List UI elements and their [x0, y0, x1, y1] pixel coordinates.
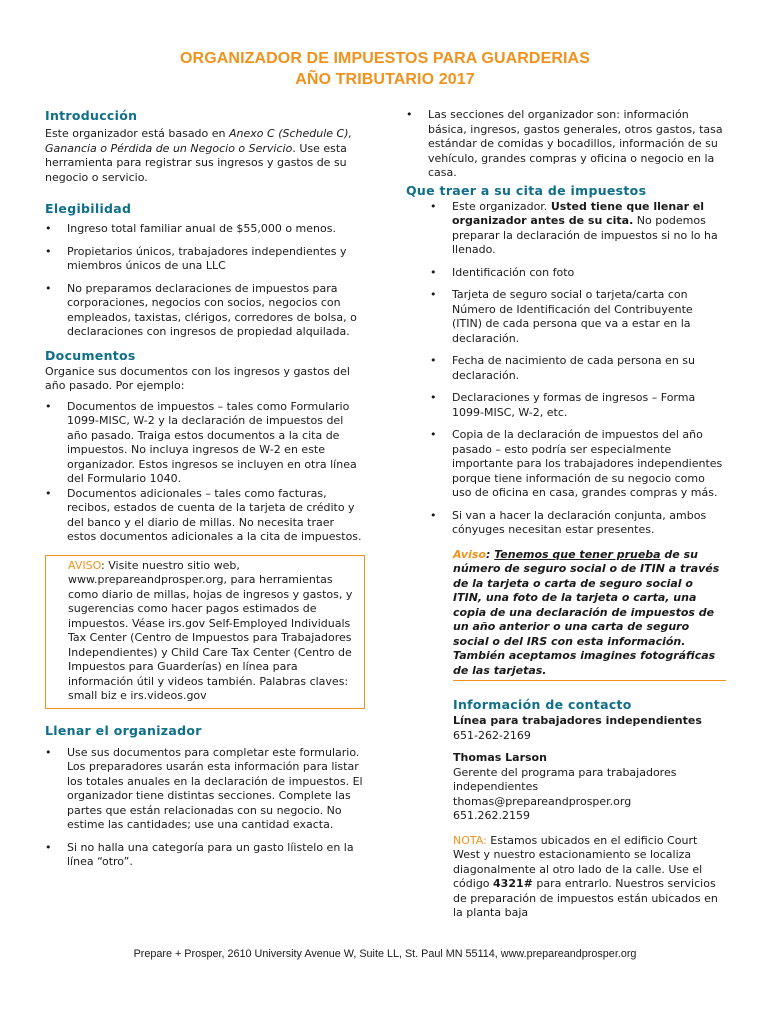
intro-text: [45, 127, 365, 185]
aviso-bold: También aceptamos imagines fotográficas de las tarjetas.: [453, 649, 716, 677]
aviso-label: AVISO: [68, 558, 102, 572]
list-item: • Si no halla una categoría para un gasto líistelo en la línea “otro”.: [45, 841, 365, 870]
page-title: ORGANIZADOR DE IMPUESTOS PARA GUARDERIAS: [180, 50, 590, 67]
eligibility-heading: Elegibilidad: [45, 201, 132, 216]
aviso-underline: Tenemos que tener prueba: [494, 547, 661, 561]
nota-text-b: para entrarlo. Nuestros servicios de preparación de impuestos están ubicados en la planta baja: [453, 877, 718, 919]
fill-heading: Llenar el organizador: [45, 722, 202, 738]
list-item: • No preparamos declaraciones de impuestos para corporaciones, negocios con socios, negocios con empleados, taxistas, clérigos, corredores de bolsa, o declaraciones con ingresos de propiedad alquilada.: [45, 282, 365, 340]
bring-heading: Que traer a su cita de impuestos: [406, 182, 647, 198]
list-item: • Use sus documentos para completar este formulario. Los preparadores usarán esta información para listar los totales anuales en la declaración de impuestos. El organizador tiene distintas secciones. Complete las partes que están relacionadas con su negocio. No estime las cantidades; use una cantidad exacta.: [45, 746, 365, 833]
contact-line-label: Línea para trabajadores independientes: [453, 714, 702, 727]
nota-code: 4321#: [493, 877, 533, 890]
aviso-text: : Visite nuestro sitio web, www.prepareandprosper.org, para herramientas como diario de millas, hojas de ingresos y gastos, y sugerencias como hacer pagos estimados de impuestos. Véase irs.gov Self-Employed Individuals Tax Center (Centro de Impuestos para Trabajadores Independientes) y Child Care Tax Center (Centro de Impuestos para Guarderías) en línea para información útil y videos también. Palabras claves: small biz e irs.videos.gov: [68, 558, 353, 702]
aviso-colon: :: [485, 547, 495, 561]
nota-label: NOTA:: [453, 833, 487, 847]
contact-section: [453, 697, 726, 921]
sections-list: [406, 108, 726, 181]
list-item: • Documentos de impuestos – tales como Formulario 1099-MISC, W-2 y la declaración de impuestos del año pasado. Traiga estos documentos a la cita de impuestos. No incluya ingresos de W-2 en este organizador. Estos ingresos se incluyen en otra línea del Formulario 1040.: [45, 400, 365, 487]
list-item: • Tarjeta de seguro social o tarjeta/carta con Número de Identificación del Contribuyente (ITIN) de cada persona que va a estar en la declaración.: [430, 288, 726, 346]
list-item: • Las secciones del organizador son: información básica, ingresos, gastos generales, otros gastos, tasa estándar de comidas y bocadillos, información de su vehículo, grandes compras y oficina o negocio en la casa.: [406, 108, 726, 181]
list-item: • Si van a hacer la declaración conjunta, ambos cónyuges necesitan estar presentes.: [430, 509, 726, 538]
fill-list: [45, 746, 365, 870]
aviso-text: de su número de seguro social o de ITIN a través de la tarjeta o carta de seguro social o ITIN, una foto de la tarjeta o carta, una copia de una declaración de impuestos de un año anterior o una carta de seguro social o del IRS con esta información.: [453, 547, 720, 648]
list-item: • Ingreso total familiar anual de $55,000 o menos.: [45, 222, 365, 237]
contact-email[interactable]: thomas@prepareandprosper.org: [453, 794, 632, 808]
contact-heading: Información de contacto: [453, 697, 632, 712]
left-column: [45, 108, 365, 878]
documents-aviso-box: [45, 555, 365, 709]
bring-aviso: [453, 546, 726, 682]
eligibility-list: [45, 222, 365, 340]
list-item: • Propietarios únicos, trabajadores independientes y miembros únicos de una LLC: [45, 245, 365, 274]
aviso-label: Aviso: [453, 547, 486, 561]
intro-text-b: . Use esta herramienta para registrar sus ingresos y gastos de su negocio o servicio.: [45, 141, 347, 184]
intro-text-italic: Anexo C (Schedule C), Ganancia o Pérdida de un Negocio o Servicio: [45, 127, 352, 155]
documents-intro: Organice sus documentos con los ingresos y gastos del año pasado. Por ejemplo:: [45, 364, 350, 392]
documents-list: [45, 400, 365, 545]
documents-heading: Documentos: [45, 347, 136, 363]
contact-line-phone: 651-262-2169: [453, 728, 531, 742]
bring-item1-bold: Usted tiene que llenar el organizador antes de su cita.: [452, 199, 705, 227]
contact-name: Thomas Larson: [453, 751, 547, 764]
nota-text-a: Estamos ubicados en el edificio Court West y nuestro estacionamiento se localiza diagonalmente al otro lado de la calle. Use el código: [453, 833, 703, 890]
list-item: • Fecha de nacimiento de cada persona en su declaración.: [430, 354, 726, 383]
page-subtitle: AÑO TRIBUTARIO 2017: [295, 71, 475, 88]
right-column: [406, 108, 726, 921]
bring-list: [406, 200, 726, 538]
contact-phone: 651.262.2159: [453, 809, 530, 822]
bring-item1-b: No podemos preparar la declaración de impuestos si no lo ha llenado.: [452, 214, 718, 256]
contact-nota: [453, 834, 726, 921]
intro-text-a: Este organizador está basado en: [45, 127, 230, 140]
list-item: [430, 200, 726, 258]
footer: Prepare + Prosper, 2610 University Avenue W, Suite LL, St. Paul MN 55114, www.prepareandprosper.org: [133, 948, 637, 960]
intro-heading: Introducción: [45, 108, 138, 123]
list-item: • Identificación con foto: [430, 266, 726, 281]
contact-role: Gerente del programa para trabajadores independientes: [453, 765, 677, 793]
list-item: • Documentos adicionales – tales como facturas, recibos, estados de cuenta de la tarjeta de crédito y del banco y el diario de millas. No necesita traer estos documentos adicionales a la cita de impuestos.: [45, 487, 365, 545]
list-item: • Copia de la declaración de impuestos del año pasado – esto podría ser especialmente importante para los trabajadores independientes porque tiene información de su negocio como uso de oficina en casa, grandes compras y más.: [430, 428, 726, 501]
bring-item1-a: Este organizador.: [452, 199, 551, 213]
list-item: • Declaraciones y formas de ingresos – Forma 1099-MISC, W-2, etc.: [430, 391, 726, 420]
